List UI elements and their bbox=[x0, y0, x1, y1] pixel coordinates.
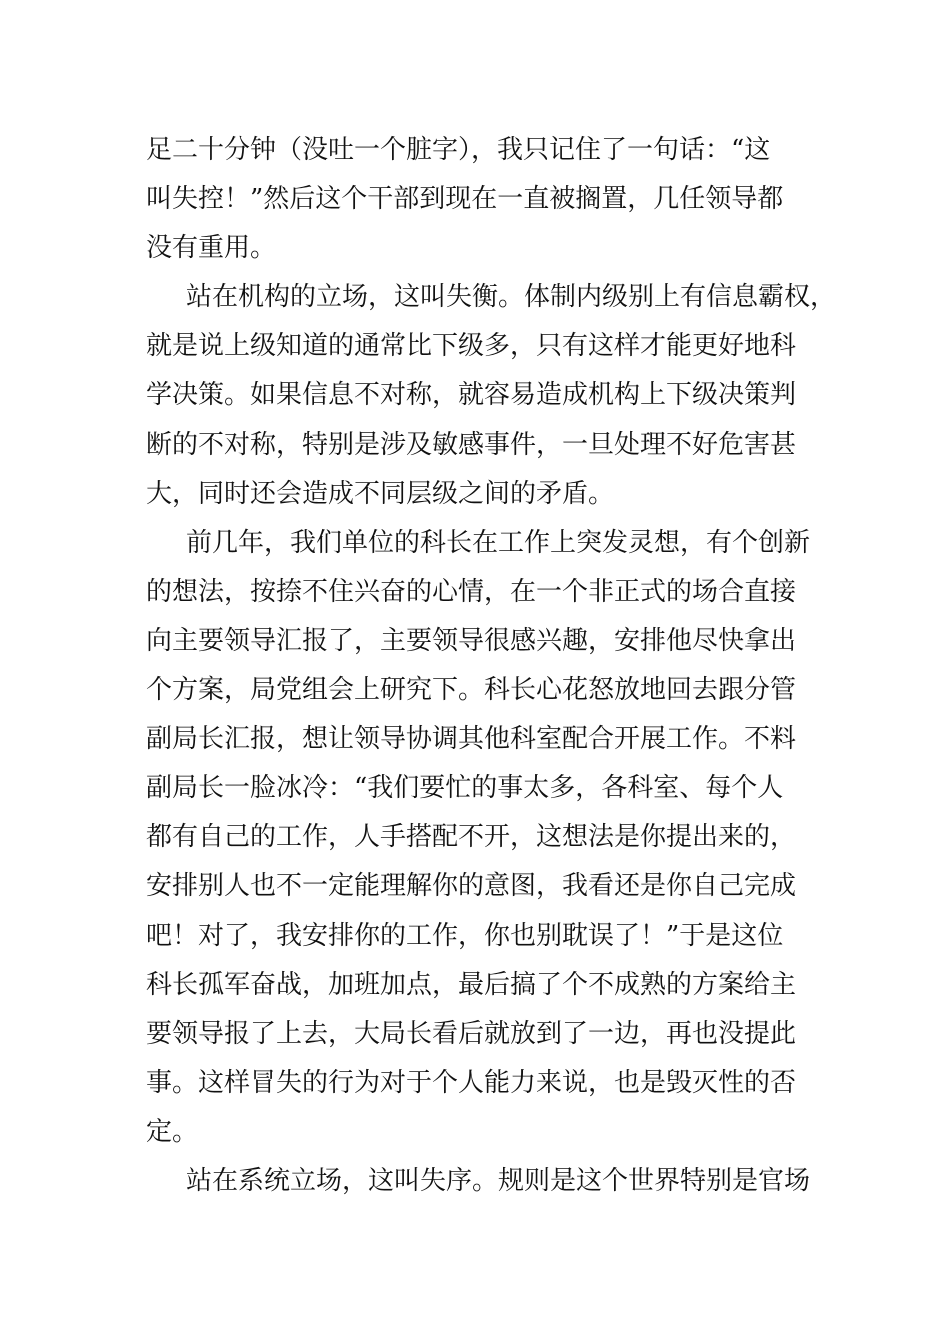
text-line: 断的不对称，特别是涉及敏感事件，一旦处理不好危害甚 bbox=[146, 429, 797, 460]
text-line: 的想法，按捺不住兴奋的心情，在一个非正式的场合直接 bbox=[146, 576, 797, 607]
paragraph-start-line: 站在系统立场，这叫失序。规则是这个世界特别是官场 bbox=[186, 1165, 811, 1196]
text-line: 要领导报了上去，大局长看后就放到了一边，再也没提此 bbox=[146, 1018, 797, 1049]
text-line: 吧！对了，我安排你的工作，你也别耽误了！”于是这位 bbox=[146, 920, 784, 951]
text-line: 都有自己的工作，人手搭配不开，这想法是你提出来的， bbox=[146, 822, 797, 853]
text-line: 事。这样冒失的行为对于个人能力来说，也是毁灭性的否 bbox=[146, 1067, 797, 1098]
text-line: 学决策。如果信息不对称，就容易造成机构上下级决策判 bbox=[146, 380, 797, 411]
text-line: 科长孤军奋战，加班加点，最后搞了个不成熟的方案给主 bbox=[146, 969, 797, 1000]
body-text bbox=[146, 126, 837, 1206]
paragraph-start-line: 前几年，我们单位的科长在工作上突发灵想，有个创新 bbox=[186, 527, 811, 558]
text-line: 个方案，局党组会上研究下。科长心花怒放地回去跟分管 bbox=[146, 675, 797, 706]
text-line: 足二十分钟（没吐一个脏字），我只记住了一句话：“这 bbox=[146, 135, 771, 165]
text-line: 向主要领导汇报了，主要领导很感兴趣，安排他尽快拿出 bbox=[146, 625, 797, 656]
text-line: 定。 bbox=[146, 1116, 199, 1147]
text-line: 大，同时还会造成不同层级之间的矛盾。 bbox=[146, 478, 615, 509]
text-line: 就是说上级知道的通常比下级多，只有这样才能更好地科 bbox=[146, 331, 797, 362]
text-line: 副局长汇报，想让领导协调其他科室配合开展工作。不料 bbox=[146, 724, 797, 755]
paragraph-start-line: 站在机构的立场，这叫失衡。体制内级别上有信息霸权， bbox=[186, 282, 837, 313]
text-line: 叫失控！”然后这个干部到现在一直被搁置，几任领导都 bbox=[146, 184, 784, 215]
text-line: 副局长一脸冰冷：“我们要忙的事太多，各科室、每个人 bbox=[146, 773, 784, 804]
text-line: 没有重用。 bbox=[146, 233, 277, 264]
text-line: 安排别人也不一定能理解你的意图，我看还是你自己完成 bbox=[146, 871, 797, 902]
